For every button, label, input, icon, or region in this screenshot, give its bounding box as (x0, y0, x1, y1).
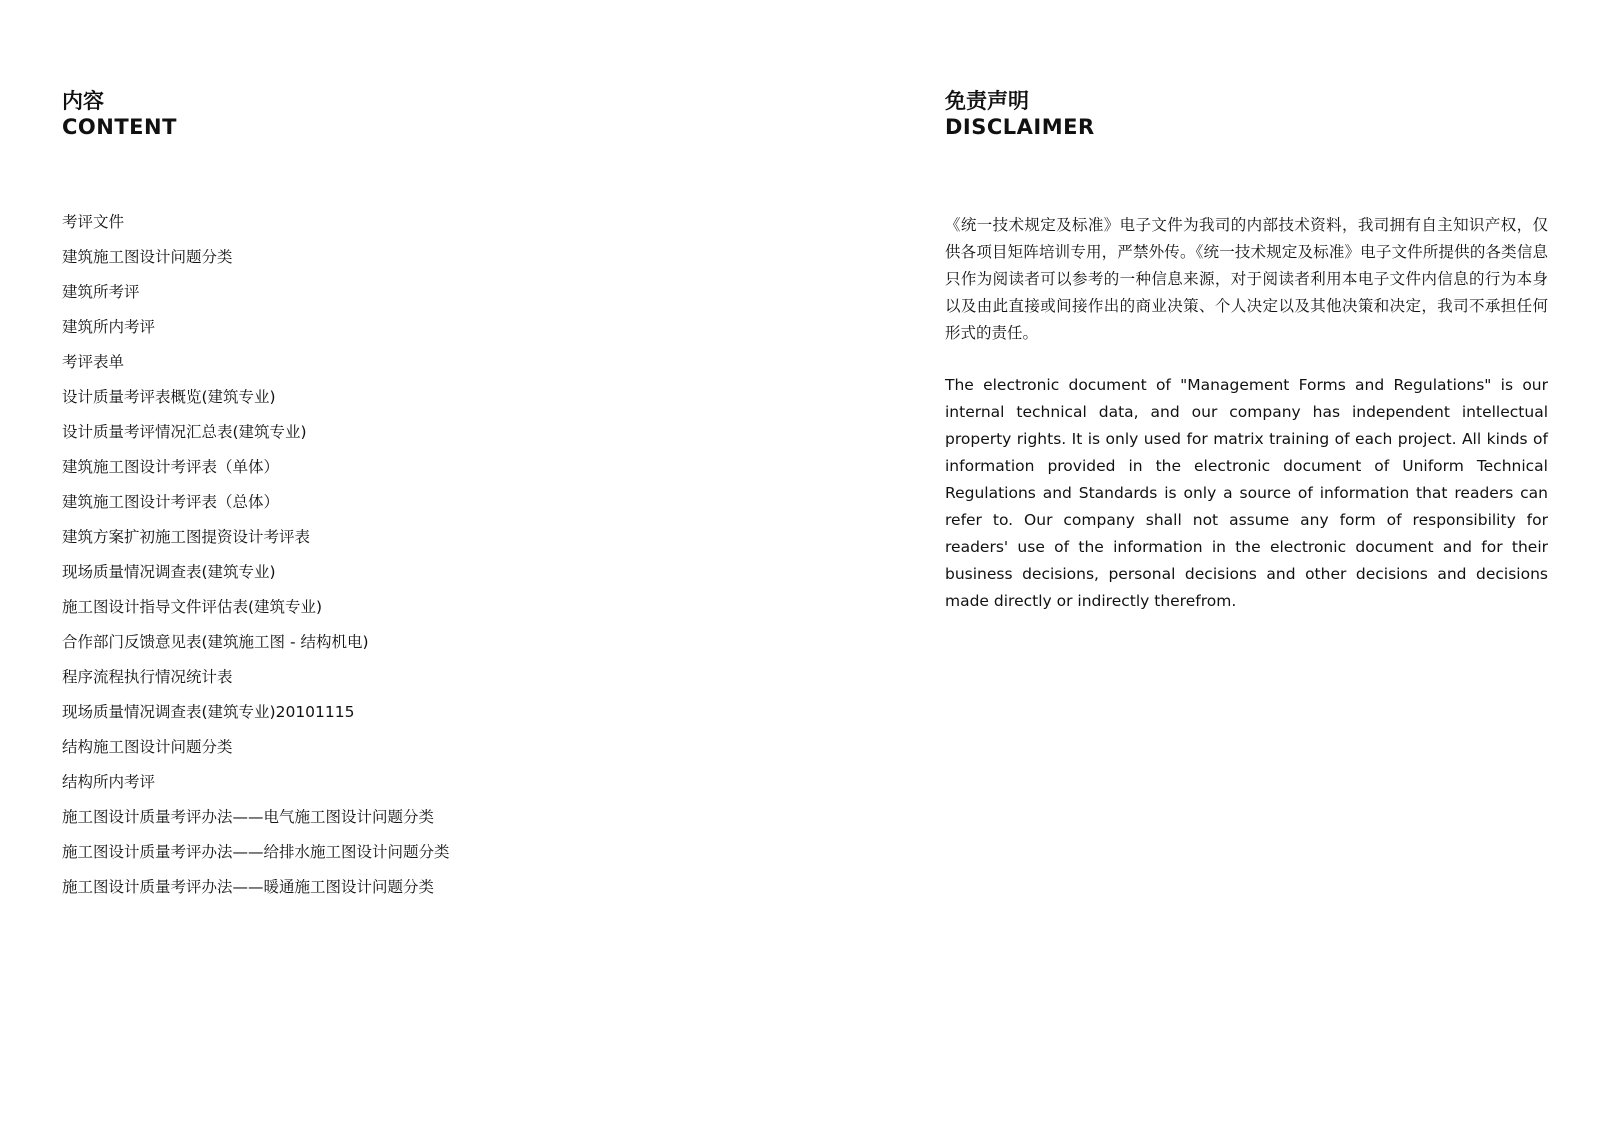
content-item: 施工图设计质量考评办法——电气施工图设计问题分类 (62, 808, 435, 826)
disclaimer-text-en: The electronic document of "Management Forms and Regulations" is our internal technical data, and our company has independent intellectual property rights. It is only used for matrix training of each project. All kinds of information provided in the electronic document of Uniform Technical Regulations and Standards is only a source of information that readers can refer to. Our company shall not assume any form of responsibility for readers' use of the information in the electronic document and for their business decisions, personal decisions and other decisions and decisions made directly or indirectly therefrom. (945, 376, 1548, 610)
disclaimer-section (945, 88, 1548, 610)
content-item: 结构所内考评 (62, 773, 156, 791)
content-item: 施工图设计质量考评办法——暖通施工图设计问题分类 (62, 878, 435, 896)
content-section (62, 88, 822, 896)
content-item: 现场质量情况调查表(建筑专业) (62, 563, 276, 581)
content-item: 设计质量考评表概览(建筑专业) (62, 388, 276, 406)
disclaimer-title-en: DISCLAIMER (945, 115, 1095, 139)
content-list (62, 212, 450, 912)
content-item: 建筑施工图设计考评表（单体） (62, 458, 280, 476)
content-item: 程序流程执行情况统计表 (62, 668, 233, 686)
content-item: 建筑所考评 (62, 283, 140, 301)
content-item: 设计质量考评情况汇总表(建筑专业) (62, 423, 307, 441)
content-item: 现场质量情况调查表(建筑专业)20101115 (62, 703, 355, 721)
content-item: 合作部门反馈意见表(建筑施工图 - 结构机电) (62, 633, 369, 651)
content-item: 考评表单 (62, 353, 125, 371)
content-item: 施工图设计指导文件评估表(建筑专业) (62, 598, 323, 616)
disclaimer-text-cn: 《统一技术规定及标准》电子文件为我司的内部技术资料，我司拥有自主知识产权，仅供各项目矩阵培训专用，严禁外传。《统一技术规定及标准》电子文件所提供的各类信息只作为阅读者可以参考的一种信息来源，对于阅读者利用本电子文件内信息的行为本身以及由此直接或间接作出的商业决策、个人决定以及其他决策和决定，我司不承担任何形式的责任。 (945, 216, 1548, 342)
content-title-cn: 内容 (62, 89, 104, 113)
content-title-en: CONTENT (62, 115, 177, 139)
content-item: 建筑方案扩初施工图提资设计考评表 (62, 528, 311, 546)
content-item: 考评文件 (62, 213, 125, 231)
content-item: 建筑施工图设计考评表（总体） (62, 493, 280, 511)
content-item: 建筑所内考评 (62, 318, 156, 336)
content-item: 建筑施工图设计问题分类 (62, 248, 233, 266)
content-item: 结构施工图设计问题分类 (62, 738, 233, 756)
content-item: 施工图设计质量考评办法——给排水施工图设计问题分类 (62, 843, 450, 861)
disclaimer-title-cn: 免责声明 (945, 89, 1029, 113)
